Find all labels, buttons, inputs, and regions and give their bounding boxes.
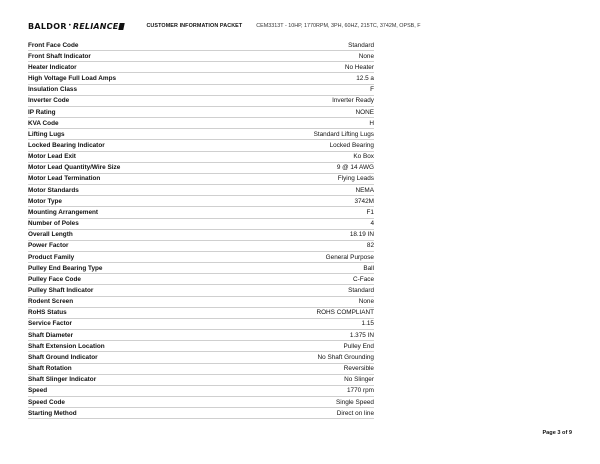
spec-value: Ball bbox=[363, 264, 374, 272]
spec-label: Power Factor bbox=[28, 242, 69, 250]
spec-value: 82 bbox=[366, 242, 374, 250]
spec-label: Motor Lead Exit bbox=[28, 153, 76, 161]
logo-reliance-text: RELIANCE bbox=[72, 21, 119, 31]
spec-value: Inverter Ready bbox=[332, 97, 374, 105]
spec-value: Standard bbox=[348, 287, 374, 295]
spec-value: Reversible bbox=[343, 365, 374, 373]
table-row bbox=[28, 308, 374, 319]
spec-value: 1770 rpm bbox=[347, 387, 374, 395]
spec-label: KVA Code bbox=[28, 119, 59, 127]
table-row bbox=[28, 397, 374, 408]
spec-label: Motor Standards bbox=[28, 186, 79, 194]
spec-value: Standard Lifting Lugs bbox=[313, 130, 374, 138]
spec-label: Product Family bbox=[28, 253, 75, 261]
spec-value: Direct on line bbox=[336, 409, 374, 417]
spec-value: 4 bbox=[370, 220, 374, 228]
spec-value: Pulley End bbox=[343, 342, 374, 350]
table-row bbox=[28, 40, 374, 51]
spec-label: RoHS Status bbox=[28, 309, 67, 317]
spec-label: Motor Lead Termination bbox=[28, 175, 101, 183]
table-row bbox=[28, 352, 374, 363]
packet-description: CEM3313T - 10HP, 1770RPM, 3PH, 60HZ, 215TC, 3742M, OPSB, F bbox=[256, 23, 421, 29]
spec-value: Flying Leads bbox=[337, 175, 374, 183]
table-row bbox=[28, 96, 374, 107]
table-row bbox=[28, 73, 374, 84]
spec-label: Shaft Slinger Indicator bbox=[28, 376, 97, 384]
table-row bbox=[28, 364, 374, 375]
logo-mark-icon bbox=[119, 23, 125, 30]
table-row bbox=[28, 319, 374, 330]
table-row bbox=[28, 140, 374, 151]
spec-label: Pulley Face Code bbox=[28, 275, 81, 283]
spec-value: Standard bbox=[348, 41, 374, 49]
table-row bbox=[28, 297, 374, 308]
table-row bbox=[28, 129, 374, 140]
spec-value: 9 @ 14 AWG bbox=[336, 164, 374, 172]
spec-label: Shaft Diameter bbox=[28, 331, 74, 339]
spec-value: No Slinger bbox=[344, 376, 374, 384]
spec-value: NEMA bbox=[355, 186, 374, 194]
spec-label: Shaft Extension Location bbox=[28, 342, 105, 350]
table-row bbox=[28, 252, 374, 263]
table-row bbox=[28, 219, 374, 230]
spec-label: Motor Type bbox=[28, 197, 62, 205]
table-row bbox=[28, 196, 374, 207]
packet-title: CUSTOMER INFORMATION PACKET bbox=[146, 23, 243, 29]
spec-value: Locked Bearing bbox=[329, 141, 374, 149]
spec-label: Motor Lead Quantity/Wire Size bbox=[28, 164, 121, 172]
table-row bbox=[28, 118, 374, 129]
spec-label: Front Face Code bbox=[28, 41, 79, 49]
logo-separator: • bbox=[68, 23, 71, 29]
table-row bbox=[28, 152, 374, 163]
table-row bbox=[28, 107, 374, 118]
table-row bbox=[28, 207, 374, 218]
spec-value: General Purpose bbox=[325, 253, 374, 261]
spec-table bbox=[28, 40, 374, 419]
table-row bbox=[28, 330, 374, 341]
logo-baldor-text: BALDOR bbox=[28, 21, 67, 31]
spec-value: F bbox=[370, 86, 374, 94]
spec-label: Rodent Screen bbox=[28, 298, 74, 306]
spec-value: 12.5 a bbox=[356, 75, 374, 83]
table-row bbox=[28, 285, 374, 296]
spec-label: Front Shaft Indicator bbox=[28, 52, 91, 60]
spec-label: Lifting Lugs bbox=[28, 130, 65, 138]
spec-value: NONE bbox=[355, 108, 374, 116]
table-row bbox=[28, 263, 374, 274]
spec-label: Overall Length bbox=[28, 231, 73, 239]
spec-value: H bbox=[369, 119, 374, 127]
table-row bbox=[28, 341, 374, 352]
table-row bbox=[28, 85, 374, 96]
spec-label: Service Factor bbox=[28, 320, 73, 328]
spec-value: 1.15 bbox=[361, 320, 374, 328]
spec-value: 3742M bbox=[354, 197, 374, 205]
spec-label: Heater Indicator bbox=[28, 63, 77, 71]
table-row bbox=[28, 375, 374, 386]
spec-label: Mounting Arrangement bbox=[28, 208, 99, 216]
brand-logo bbox=[28, 22, 124, 31]
spec-label: Inverter Code bbox=[28, 97, 70, 105]
spec-value: None bbox=[358, 298, 374, 306]
spec-label: IP Rating bbox=[28, 108, 56, 116]
table-row bbox=[28, 230, 374, 241]
spec-value: No Heater bbox=[344, 63, 374, 71]
table-row bbox=[28, 174, 374, 185]
table-row bbox=[28, 62, 374, 73]
spec-label: Shaft Ground Indicator bbox=[28, 353, 98, 361]
spec-value: C-Face bbox=[353, 275, 374, 283]
spec-label: Shaft Rotation bbox=[28, 365, 72, 373]
spec-label: Speed Code bbox=[28, 398, 65, 406]
spec-label: Pulley End Bearing Type bbox=[28, 264, 103, 272]
spec-label: Starting Method bbox=[28, 409, 77, 417]
spec-value: ROHS COMPLIANT bbox=[316, 309, 374, 317]
spec-label: Insulation Class bbox=[28, 86, 78, 94]
table-row bbox=[28, 408, 374, 419]
spec-label: High Voltage Full Load Amps bbox=[28, 75, 117, 83]
spec-label: Pulley Shaft Indicator bbox=[28, 287, 94, 295]
spec-label: Speed bbox=[28, 387, 48, 395]
spec-value: None bbox=[358, 52, 374, 60]
spec-value: No Shaft Grounding bbox=[317, 353, 374, 361]
spec-value: F1 bbox=[366, 208, 374, 216]
spec-value: Ko Box bbox=[353, 153, 374, 161]
spec-label: Number of Poles bbox=[28, 220, 79, 228]
table-row bbox=[28, 163, 374, 174]
table-row bbox=[28, 185, 374, 196]
spec-value: Single Speed bbox=[335, 398, 374, 406]
table-row bbox=[28, 386, 374, 397]
table-row bbox=[28, 274, 374, 285]
spec-value: 18.19 IN bbox=[349, 231, 374, 239]
page-header bbox=[28, 20, 573, 32]
spec-value: 1.375 IN bbox=[349, 331, 374, 339]
spec-label: Locked Bearing Indicator bbox=[28, 141, 105, 149]
table-row bbox=[28, 241, 374, 252]
page-number: Page 3 of 9 bbox=[542, 430, 572, 436]
table-row bbox=[28, 51, 374, 62]
